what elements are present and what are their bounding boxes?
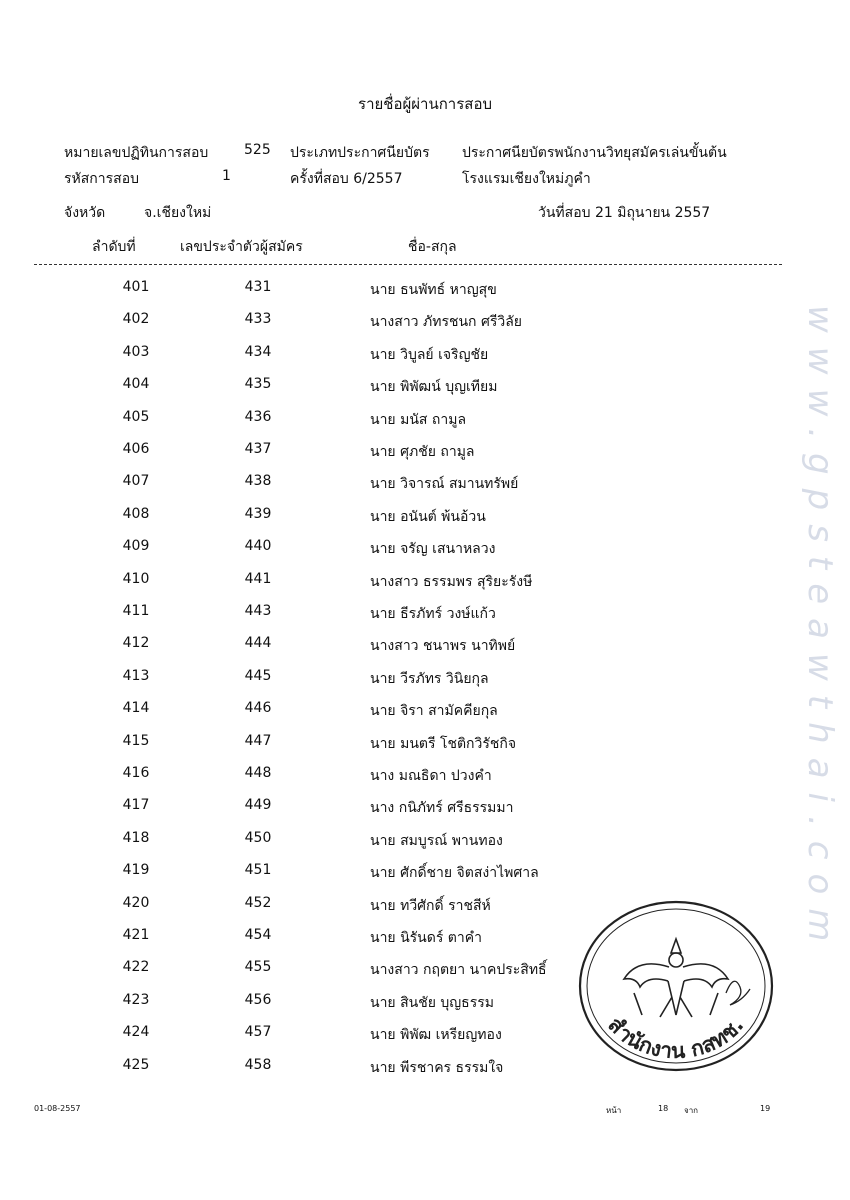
row-applicant-number: 436 [244,408,272,425]
row-index: 404 [122,376,150,393]
exam-date: วันที่สอบ 21 มิถุนายน 2557 [538,205,711,221]
table-row [0,465,850,497]
row-applicant-number: 433 [244,311,272,328]
row-full-name: นาย ธีรภัทร์ วงษ์แก้ว [370,606,496,622]
row-applicant-number: 455 [244,959,272,976]
row-index: 412 [122,635,150,652]
exam-number-label: หมายเลขปฏิทินการสอบ [64,145,209,161]
table-row [0,530,850,562]
row-full-name: นาง มณธิดา ปวงคำ [370,768,492,784]
row-applicant-number: 456 [244,991,272,1008]
row-index: 408 [122,505,150,522]
table-row [0,725,850,757]
table-row [0,368,850,400]
table-row [0,854,850,886]
row-full-name: นาย อนันต์ พ้นอ้วน [370,508,486,525]
row-applicant-number: 449 [244,797,272,814]
row-applicant-number: 445 [244,667,272,684]
row-full-name: นาย ศุภชัย ถามูล [370,444,475,460]
row-applicant-number: 448 [244,765,272,781]
row-index: 407 [122,473,150,490]
row-applicant-number: 431 [244,279,272,295]
province-label: จังหวัด [64,205,106,221]
table-row [0,498,850,530]
row-index: 419 [122,862,150,879]
row-full-name: นาย วิบูลย์ เจริญชัย [370,346,489,363]
row-index: 403 [122,343,150,360]
row-applicant-number: 444 [244,635,272,652]
row-full-name: นาย พิพัฒน์ บุญเทียม [370,379,498,396]
row-applicant-number: 446 [244,700,272,717]
row-full-name: นาย จรัญ เสนาหลวง [370,541,496,558]
row-applicant-number: 450 [244,829,272,846]
row-applicant-number: 435 [244,376,272,393]
row-applicant-number: 443 [244,603,272,619]
table-row [0,692,850,724]
row-index: 414 [122,700,150,717]
signature-scribble [726,981,750,1005]
row-index: 402 [122,311,150,328]
row-index: 417 [122,797,150,814]
column-header-applicant-no: เลขประจำตัวผู้สมัคร [180,239,303,255]
table-row [0,563,850,595]
row-full-name: นางสาว ภัทรชนก ศรีวิลัย [370,314,523,331]
row-applicant-number: 439 [244,505,272,522]
office-seal-stamp [576,897,776,1075]
row-applicant-number: 440 [244,538,272,555]
footer-page-label: หน้า [606,1106,622,1115]
table-row [0,822,850,854]
row-applicant-number: 458 [244,1056,272,1073]
row-applicant-number: 452 [244,894,272,911]
row-index: 410 [122,570,150,587]
row-index: 425 [122,1056,150,1073]
garuda-emblem-icon [624,939,728,1017]
row-applicant-number: 438 [244,473,272,490]
table-row [0,336,850,368]
row-index: 413 [122,667,150,684]
seal-text: สำนักงาน กสทช. [603,1012,749,1064]
row-index: 423 [122,991,150,1008]
row-index: 416 [122,765,150,781]
row-applicant-number: 434 [244,343,272,360]
row-full-name: นาย จิรา สามัคคียกุล [370,703,498,720]
column-header-name: ชื่อ-สกุล [408,239,457,255]
row-full-name: นาย นิรันดร์ ตาคำ [370,930,482,946]
table-row [0,303,850,335]
table-row [0,757,850,789]
column-header-index: ลำดับที่ [92,239,136,255]
row-applicant-number: 441 [244,570,272,587]
row-full-name: นางสาว กฤตยา นาคประสิทธิ์ [370,962,547,979]
row-index: 406 [122,441,150,457]
header-divider [34,264,782,265]
row-index: 424 [122,1024,150,1041]
row-full-name: นาย วิจารณ์ สมานทรัพย์ [370,476,519,493]
page-title: รายชื่อผู้ผ่านการสอบ [358,95,492,113]
row-index: 409 [122,538,150,555]
certificate-type-value: ประกาศนียบัตรพนักงานวิทยุสมัครเล่นขั้นต้น [462,145,727,161]
row-full-name: นาง กนิภัทร์ ศรีธรรมมา [370,800,514,817]
table-row [0,401,850,433]
row-applicant-number: 454 [244,927,272,943]
row-full-name: นาย สินชัย บุญธรรม [370,994,494,1011]
province-value: จ.เชียงใหม่ [144,205,212,221]
exam-venue: โรงแรมเชียงใหม่ภูคำ [462,171,591,187]
table-row [0,660,850,692]
exam-code-label: รหัสการสอบ [64,171,139,187]
table-row [0,271,850,303]
exam-round: ครั้งที่สอบ 6/2557 [290,171,403,187]
row-index: 421 [122,927,150,943]
row-full-name: นาย พิพัฒ เหรียญทอง [370,1027,502,1044]
row-applicant-number: 457 [244,1024,272,1041]
row-index: 418 [122,829,150,846]
row-applicant-number: 447 [244,732,272,749]
row-full-name: นาย สมบูรณ์ พานทอง [370,832,503,849]
row-full-name: นาย พีรชาคร ธรรมใจ [370,1059,504,1076]
row-applicant-number: 451 [244,862,272,879]
row-full-name: นาย ทวีศักดิ์ ราชสีห์ [370,897,491,914]
row-full-name: นางสาว ชนาพร นาทิพย์ [370,638,516,655]
row-full-name: นาย ศักดิ์ชาย จิตสง่าไพศาล [370,865,539,882]
row-index: 411 [122,603,150,619]
footer-total-pages: 19 [760,1104,771,1113]
table-row [0,433,850,465]
row-full-name: นาย มนัส ถามูล [370,411,467,428]
row-full-name: นาย มนตรี โชติกวิรัชกิจ [370,735,517,752]
footer-date: 01-08-2557 [34,1104,81,1113]
row-index: 405 [122,408,150,425]
table-row [0,595,850,627]
footer-page-number: 18 [658,1104,669,1113]
certificate-type-label: ประเภทประกาศนียบัตร [290,145,430,161]
row-index: 420 [122,894,150,911]
footer-of-label: จาก [684,1106,699,1115]
exam-number-value: 525 [244,142,271,158]
row-full-name: นาย ธนพัทธ์ หาญสุข [370,282,497,298]
row-full-name: นาย วีรภัทร วินิยกุล [370,670,489,687]
watermark-text: www.gpsteawthai.com [800,304,840,956]
table-row [0,789,850,821]
exam-code-value: 1 [222,168,231,184]
row-index: 401 [122,279,150,295]
table-row [0,627,850,659]
row-index: 422 [122,959,150,976]
row-index: 415 [122,732,150,749]
row-full-name: นางสาว ธรรมพร สุริยะรังษี [370,573,533,590]
row-applicant-number: 437 [244,441,272,457]
